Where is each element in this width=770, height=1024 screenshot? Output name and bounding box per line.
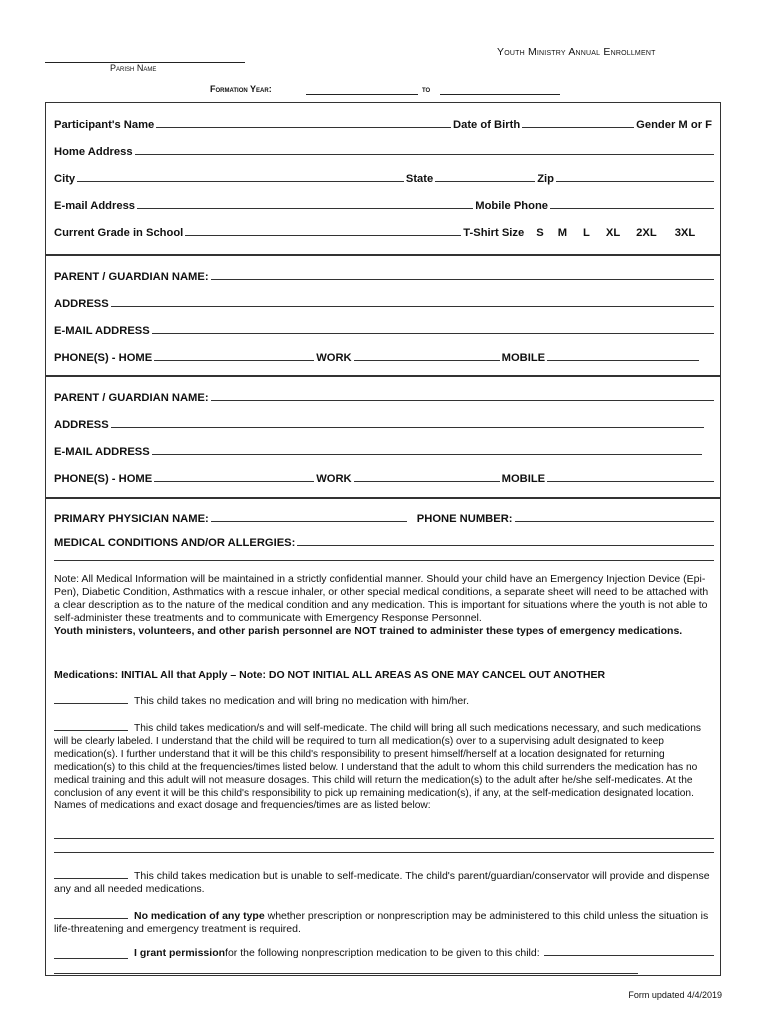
guardian2-name-label: PARENT / GUARDIAN NAME: [54,392,209,404]
guardian1-work-label: WORK [316,352,352,364]
participant-name-label: Participant's Name [54,119,155,131]
medical-note [54,573,714,638]
zip-field[interactable] [556,181,714,182]
guardian1-name-label: PARENT / GUARDIAN NAME: [54,271,209,283]
medical-note-bold: Youth ministers, volunteers, and other parish personnel are NOT trained to administer these types of emergency medications. [54,625,683,637]
med-option-4-initial[interactable] [54,909,128,919]
med-option-4 [54,909,714,936]
conditions-field[interactable] [297,545,714,546]
med-option-4-text: whether prescription or nonprescription may be administered to this child unless the situation is life-threatening and emergency treatment is required. [54,910,709,935]
formation-year-end-line[interactable] [440,94,560,95]
tshirt-size-3xl[interactable]: 3XL [674,227,696,239]
physician-label: PRIMARY PHYSICIAN NAME: [54,513,209,525]
form-title: Youth Ministry Annual Enrollment [497,46,656,58]
guardian1-section [45,255,721,376]
conditions-extra-line[interactable] [54,560,714,561]
guardian1-name-field[interactable] [211,279,714,280]
formation-year-label: Formation Year: [210,84,272,94]
formation-year-start-line[interactable] [306,94,418,95]
guardian2-phone-home-label: PHONE(S) - HOME [54,473,153,485]
guardian2-name-row [54,388,714,404]
email-row [54,196,714,212]
physician-row [54,509,714,525]
zip-label: Zip [537,173,554,185]
email-label: E-mail Address [54,200,136,212]
med-option-4-bold: No medication of any type [134,910,265,922]
grade-row [54,223,714,239]
guardian1-address-field[interactable] [111,306,714,307]
tshirt-size-2xl[interactable]: 2XL [636,227,657,239]
home-address-field[interactable] [135,154,714,155]
guardian2-phone-home-field[interactable] [154,481,314,482]
city-row [54,169,714,185]
guardian2-work-label: WORK [316,473,352,485]
tshirt-label: T-Shirt Size [463,227,525,239]
conditions-row [54,533,714,549]
guardian1-mobile-label: MOBILE [501,352,546,364]
guardian1-address-row [54,294,714,310]
conditions-label: MEDICAL CONDITIONS AND/OR ALLERGIES: [54,537,296,549]
med-list-line-1[interactable] [54,838,714,839]
city-field[interactable] [77,181,404,182]
guardian2-work-field[interactable] [354,481,500,482]
tshirt-size-m[interactable]: M [557,227,568,239]
gender-label[interactable]: Gender M or F [636,119,712,131]
home-address-row [54,142,714,158]
guardian2-email-row [54,442,714,458]
medical-note-text: Note: All Medical Information will be maintained in a strictly confidential manner. Should your child have an Emergency Injection Device (Epi-Pen), Diabetic Condition, Asthmatics with a rescue inhaler, or other special medical conditions, a separate sheet will need to be attached with a clear description as to the nature of the medical condition and any medication. This is important for situations where the youth is not able to self-administer these treatments and to communicate with Emergency Response Personnel. [54,573,709,624]
guardian1-phone-home-label: PHONE(S) - HOME [54,352,153,364]
med-option-2-initial[interactable] [54,721,128,731]
form-updated-date: Form updated 4/4/2019 [628,990,722,1000]
grade-label: Current Grade in School [54,227,184,239]
grade-field[interactable] [185,235,461,236]
med-option-2-text: This child takes medication/s and will self-medicate. The child will bring all such medications necessary, and such medications will be clearly labeled. I understand that the child will be required to turn all medication(s) over to a supervising adult designated to keep medication(s). I further understand that it will be this child's responsibility to present himself/herself at a location designated for returning medication(s) to this child at the frequencies/times listed below. I understand that the adult to whom this child surrenders the medication has no medical training and this adult will not measure dosages. This child will return the medication(s) to the adult after he/she self-medicates. At the conclusion of any event it will be this child's responsibility to pick up remaining medication(s), if any, at the self-medication designated location. Names of medications and exact dosage and frequencies/times are as listed below: [54,723,701,812]
med-option-5-text: for the following nonprescription medication to be given to this child: [225,947,540,959]
guardian1-email-field[interactable] [152,333,714,334]
med-option-3-text: This child takes medication but is unable to self-medicate. The child's parent/guardian/conservator will provide and dispense any and all needed medications. [54,870,710,895]
guardian1-name-row [54,267,714,283]
participant-name-row [54,115,714,131]
medical-section [45,498,721,976]
med-option-1-initial[interactable] [54,694,128,704]
state-label: State [405,173,434,185]
parish-name-label: Parish Name [110,63,157,73]
guardian2-email-field[interactable] [152,454,702,455]
dob-label: Date of Birth [453,119,521,131]
physician-phone-field[interactable] [515,521,715,522]
med-option-2 [54,721,714,813]
to-label: to [422,84,431,94]
med-option-1 [54,694,714,708]
med-list-line-2[interactable] [54,852,714,853]
participant-name-field[interactable] [156,127,451,128]
tshirt-size-xl[interactable]: XL [605,227,621,239]
guardian2-phone-row [54,469,714,485]
guardian1-email-row [54,321,714,337]
med-option-5-field[interactable] [544,955,714,956]
city-label: City [54,173,76,185]
guardian2-address-label: ADDRESS [54,419,109,431]
med-option-3 [54,869,714,896]
tshirt-size-l[interactable]: L [583,227,590,239]
guardian2-section [45,376,721,498]
email-field[interactable] [137,208,473,209]
med-option-5-initial[interactable] [54,949,128,959]
guardian2-name-field[interactable] [211,400,714,401]
mobile-phone-field[interactable] [550,208,714,209]
med-option-1-text: This child takes no medication and will bring no medication with him/her. [134,695,470,707]
home-address-label: Home Address [54,146,133,158]
guardian1-address-label: ADDRESS [54,298,109,310]
physician-phone-label: PHONE NUMBER: [416,513,513,525]
mobile-phone-label: Mobile Phone [475,200,548,212]
guardian1-phone-home-field[interactable] [154,360,314,361]
guardian1-work-field[interactable] [354,360,500,361]
guardian1-email-label: E-MAIL ADDRESS [54,325,150,337]
medications-heading: Medications: INITIAL All that Apply – Note: DO NOT INITIAL ALL AREAS AS ONE MAY CANCEL OUT ANOTHER [54,669,606,681]
guardian1-phone-row [54,348,714,364]
med-option-5-extra-line[interactable] [54,973,638,974]
guardian2-address-field[interactable] [111,427,704,428]
dob-field[interactable] [522,127,634,128]
guardian2-mobile-field[interactable] [547,481,714,482]
state-field[interactable] [435,181,535,182]
guardian2-address-row [54,415,714,431]
guardian2-mobile-label: MOBILE [501,473,546,485]
physician-field[interactable] [211,521,407,522]
med-option-5-bold: I grant permission [134,947,226,959]
participant-section [45,102,721,255]
med-option-5 [54,943,714,959]
med-option-3-initial[interactable] [54,869,128,879]
guardian2-email-label: E-MAIL ADDRESS [54,446,150,458]
guardian1-mobile-field[interactable] [547,360,699,361]
tshirt-size-s[interactable]: S [536,227,544,239]
